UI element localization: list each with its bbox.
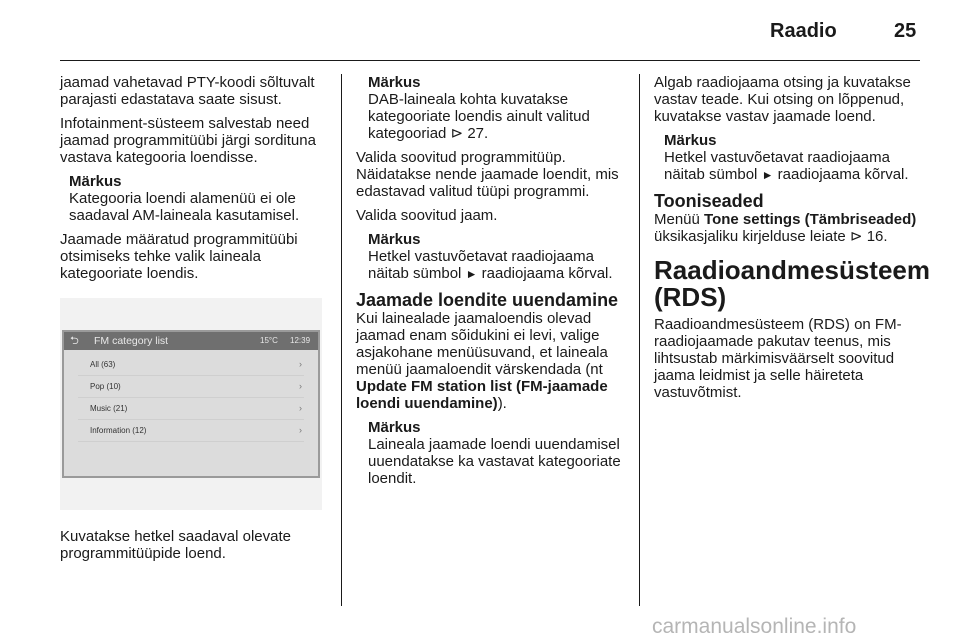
screenshot-figure bbox=[60, 298, 322, 510]
paragraph: Algab raadiojaama otsing ja kuvatakse vastav teade. Kui otsing on lõppenud, kuvatakse vastav jaamade loend. bbox=[654, 74, 911, 125]
note-box bbox=[368, 419, 624, 487]
page-number: 25 bbox=[894, 20, 917, 42]
chapter-title: Raadio bbox=[770, 20, 837, 42]
temperature-readout: 15°C bbox=[260, 336, 278, 345]
note-text: Laineala jaamade loendi uuendamisel uuendatakse ka vastavat kategooriate loendit. bbox=[368, 436, 621, 487]
clock-readout: 12:39 bbox=[290, 336, 311, 345]
screen-title: FM category list bbox=[94, 335, 169, 347]
note-text: Hetkel vastuvõetavat raadiojaama näitab sümbol bbox=[368, 248, 594, 282]
paragraph: Menüü Tone settings (Tämbriseaded) üksikasjaliku kirjelduse leiate ⊳ 16. bbox=[654, 211, 917, 245]
note-text: Kategooria loendi alamenüü ei ole saadaval AM-laineala kasutamisel. bbox=[69, 190, 300, 224]
paragraph: Kui lainealade jaamaloendis olevad jaamad enam sõidukini ei levi, valige asjakohane menüüsuvand, et laineala menüü jaamaloendit värskendada (nt Update FM station list (FM-jaamade loendi uuendamine)). bbox=[356, 310, 608, 412]
note-text: DAB-laineala kohta kuvatakse kategooriate loendis ainult valitud kategooriad bbox=[368, 91, 590, 142]
section-heading: Tooniseaded bbox=[654, 191, 764, 211]
note-text: raadiojaama kõrval. bbox=[777, 166, 909, 183]
list-item: Pop (10) › bbox=[78, 376, 304, 398]
column-1 bbox=[60, 74, 322, 569]
note-box bbox=[664, 132, 922, 184]
category-list bbox=[78, 354, 304, 442]
column-divider-2 bbox=[639, 74, 640, 606]
paragraph: Infotainment-süsteem salvestab need jaamad programmitüübi järgi sordituna vastava kategooria loendisse. bbox=[60, 115, 316, 166]
chevron-right-icon: › bbox=[299, 425, 302, 435]
note-box bbox=[368, 231, 624, 283]
list-item: Information (12) › bbox=[78, 420, 304, 442]
section-heading: Jaamade loendite uuendamine bbox=[356, 290, 619, 310]
page-reference: 27. bbox=[467, 125, 489, 142]
note-title: Märkus bbox=[69, 173, 122, 190]
figure-caption: Kuvatakse hetkel saadaval olevate programmitüüpide loend. bbox=[60, 528, 291, 562]
chevron-right-icon: › bbox=[299, 381, 302, 391]
watermark: carmanualsonline.info bbox=[652, 615, 857, 638]
chevron-right-icon: › bbox=[299, 359, 302, 369]
menu-option-name: Update FM station list (FM-jaamade loendi uuendamine) bbox=[356, 378, 608, 412]
screen-title-bar bbox=[64, 332, 318, 350]
play-arrow-icon: ► bbox=[761, 168, 774, 182]
back-arrow-icon: ⮌ bbox=[70, 335, 79, 347]
column-divider-1 bbox=[341, 74, 342, 606]
note-box bbox=[69, 173, 322, 224]
note-text: Hetkel vastuvõetavat raadiojaama näitab sümbol bbox=[664, 149, 890, 183]
paragraph: jaamad vahetavad PTY-koodi sõltuvalt parajasti edastatava saate sisust. bbox=[60, 74, 315, 108]
list-item: Music (21) › bbox=[78, 398, 304, 420]
note-box bbox=[368, 74, 624, 142]
note-title: Märkus bbox=[664, 132, 717, 149]
paragraph: Raadioandmesüsteem (RDS) on FM-raadiojaamade pakutav teenus, mis lihtsustab märkimisväärselt soovitud jaama leidmist ja selle häireteta vastuvõtmist. bbox=[654, 316, 902, 401]
list-item: All (63) › bbox=[78, 354, 304, 376]
play-arrow-icon: ► bbox=[465, 267, 478, 281]
menu-option-name: Tone settings (Tämbriseaded) bbox=[704, 211, 917, 228]
paragraph: Valida soovitud jaam. bbox=[356, 207, 498, 224]
page-reference-icon: ⊳ bbox=[849, 228, 863, 245]
paragraph: Jaamade määratud programmitüübi otsimiseks tehke valik laineala kategooriate loendis. bbox=[60, 231, 298, 282]
note-title: Märkus bbox=[368, 231, 421, 248]
paragraph: Valida soovitud programmitüüp. Näidatakse nende jaamade loendit, mis edastavad valitud tüüpi programmi. bbox=[356, 149, 619, 200]
display-screen bbox=[62, 330, 320, 478]
column-2 bbox=[356, 74, 624, 494]
chapter-heading: Raadioandmesüsteem (RDS) bbox=[654, 255, 930, 312]
page-reference-icon: ⊳ bbox=[450, 125, 464, 142]
page-reference: 16. bbox=[866, 228, 888, 245]
note-title: Märkus bbox=[368, 74, 421, 91]
column-3 bbox=[654, 74, 930, 408]
note-title: Märkus bbox=[368, 419, 421, 436]
chevron-right-icon: › bbox=[299, 403, 302, 413]
header-divider bbox=[60, 60, 920, 61]
note-text: raadiojaama kõrval. bbox=[481, 265, 613, 282]
